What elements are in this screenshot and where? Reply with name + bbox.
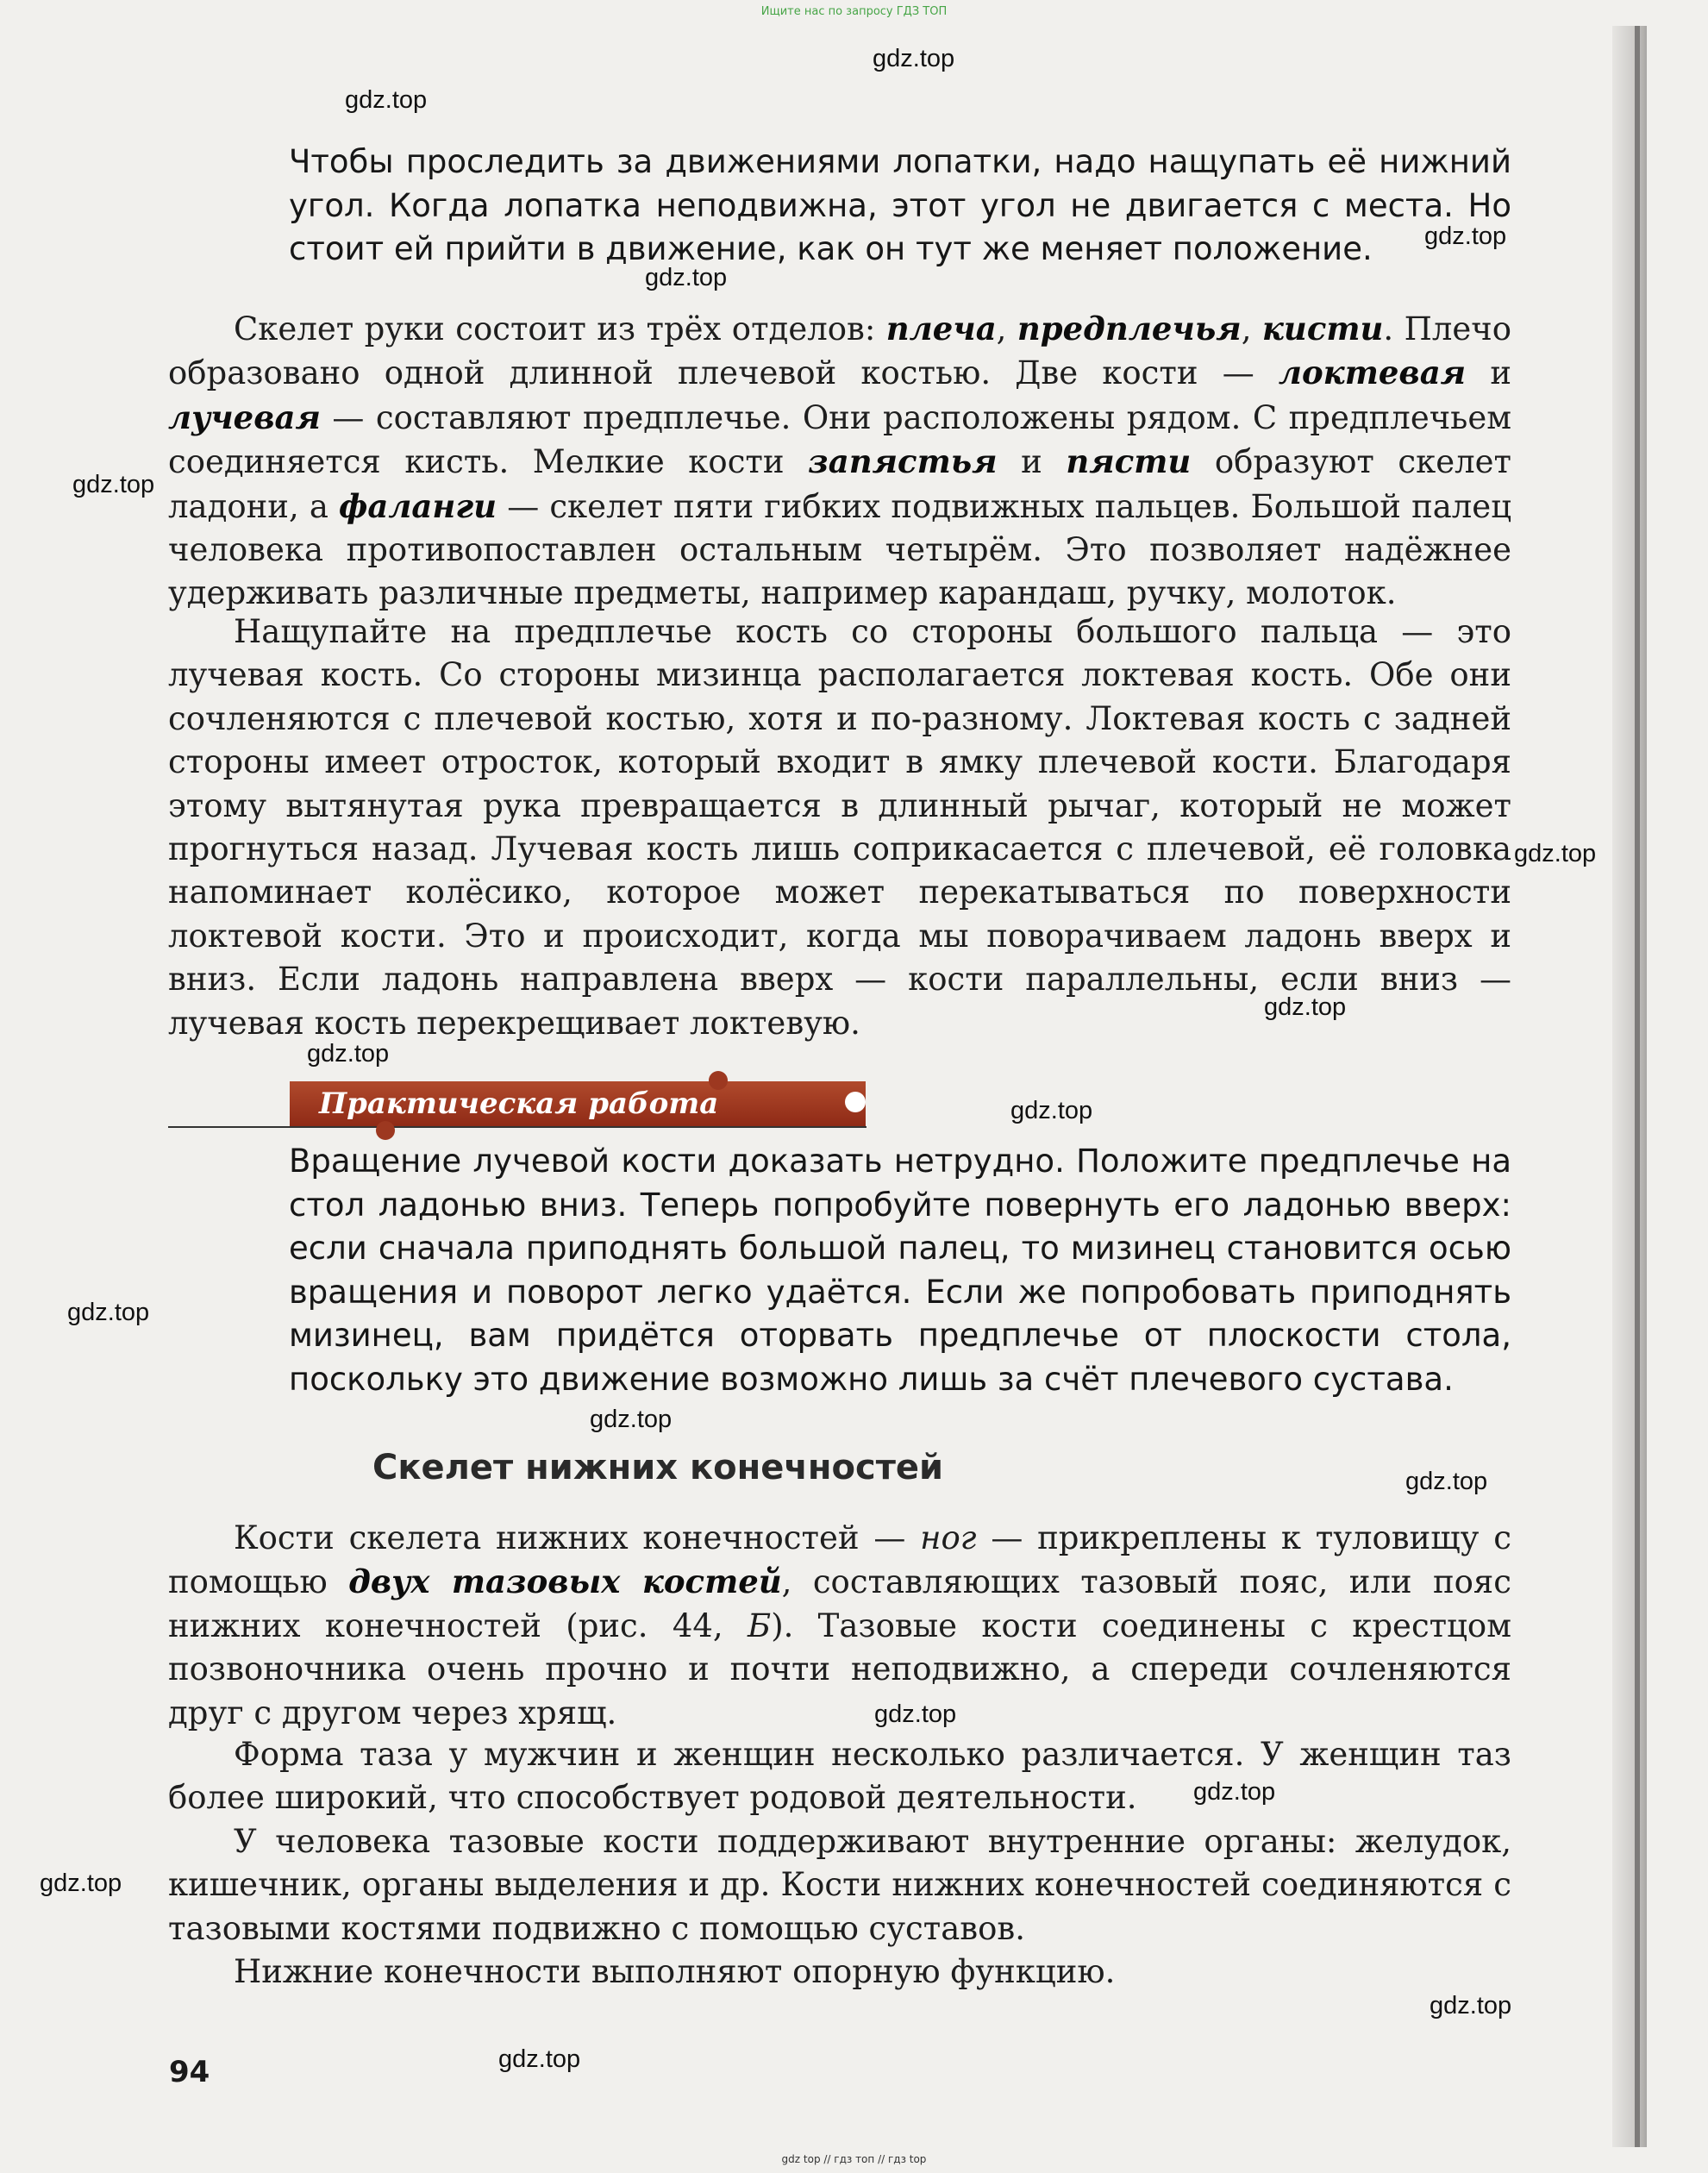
bottom-banner[interactable]: gdz top // гдз топ // гдз top: [781, 2153, 927, 2165]
italic-legs: ног: [920, 1519, 977, 1556]
term-hand: кисти: [1261, 310, 1384, 348]
banner-dot-icon: [845, 1092, 866, 1112]
watermark: gdz.top: [498, 2045, 581, 2073]
watermark: gdz.top: [1264, 993, 1347, 1021]
term-ulna: локтевая: [1278, 354, 1467, 392]
intro-box-text: Чтобы проследить за движениями лопатки, надо нащупать её нижний угол. Когда лопатка неподвижна, этот угол не двигается с места. Но стоит ей прийти в движение, как он тут же меняет положение.: [289, 143, 1511, 267]
watermark: gdz.top: [645, 264, 728, 291]
page-shadow: [1612, 26, 1647, 2147]
term-pelvic-bones: двух тазовых костей: [348, 1562, 782, 1601]
paragraph-support-function: Нижние конечности выполняют опорную функцию.: [234, 1953, 1116, 1990]
watermark: gdz.top: [1405, 1468, 1488, 1495]
watermark: gdz.top: [1514, 840, 1597, 867]
practical-divider: [168, 1126, 867, 1128]
paragraph-pelvis-function: У человека тазовые кости поддерживают внутренние органы: желудок, кишечник, органы выделения и др. Кости нижних конечностей соединяются с тазовыми костями подвижно с помощью суставов.: [168, 1823, 1511, 1947]
watermark: gdz.top: [1430, 1992, 1512, 2020]
watermark: gdz.top: [873, 45, 955, 72]
watermark: gdz.top: [72, 471, 155, 498]
term-shoulder: плеча: [885, 310, 997, 348]
term-phalanges: фаланги: [339, 486, 497, 525]
watermark: gdz.top: [1010, 1097, 1093, 1124]
section-heading: Скелет нижних конечностей: [372, 1448, 944, 1487]
practical-work-label: Практическая работа: [319, 1086, 719, 1121]
paragraph-lower-limbs: Кости скелета нижних конечностей — ног — прикреплены к туловищу с помощью двух тазовых костей, составляющих тазовый пояс, или пояс нижних конечностей (рис. 44, Б). Тазовые кости соединены с крестцом позвоночника очень прочно и почти неподвижно, а спереди сочленяются друг с другом через хрящ.: [168, 1519, 1511, 1732]
term-metacarpus: пясти: [1066, 442, 1192, 481]
term-radius: лучевая: [168, 398, 321, 436]
term-forearm: предплечья: [1017, 310, 1242, 348]
term-wrist: запястья: [808, 442, 998, 481]
watermark: gdz.top: [1424, 222, 1507, 250]
watermark: gdz.top: [874, 1700, 957, 1728]
practical-work-text: Вращение лучевой кости доказать нетрудно. Положите предплечье на стол ладонью вниз. Теперь попробуйте повернуть его ладонью вверх: если сначала приподнять большой палец, то мизинец становится осью вращения и поворот легко удаётся. Если же попробовать приподнять мизинец, вам придётся оторвать предплечье от плоскости стола, поскольку это движение возможно лишь за счёт плечевого сустава.: [289, 1143, 1511, 1398]
paragraph-arm-skeleton: Скелет руки состоит из трёх отделов: плеча, предплечья, кисти. Плечо образовано одной длинной плечевой костью. Две кости — локтевая и лучевая — составляют предплечье. Они расположены рядом. С предплечьем соединяется кисть. Мелкие кости запястья и пясти образуют скелет ладони, а фаланги — скелет пяти гибких подвижных пальцев. Большой палец человека противопоставлен остальным четырём. Это позволяет надёжнее удерживать различные предметы, например карандаш, ручку, молоток.: [168, 310, 1511, 612]
page-number: 94: [169, 2055, 210, 2089]
watermark: gdz.top: [345, 86, 428, 114]
paragraph-pelvis-shape: Форма таза у мужчин и женщин несколько различается. У женщин таз более широкий, что способствует родовой деятельности.: [168, 1736, 1511, 1817]
watermark: gdz.top: [40, 1869, 122, 1897]
page-edge: [1635, 26, 1640, 2147]
watermark: gdz.top: [67, 1299, 150, 1326]
italic-figure-letter: Б: [747, 1606, 772, 1644]
watermark: gdz.top: [307, 1040, 390, 1068]
watermark: gdz.top: [1193, 1778, 1276, 1806]
paragraph-radius-ulna: Нащупайте на предплечье кость со стороны большого пальца — это лучевая кость. Со стороны мизинца располагается локтевая кость. Обе они сочленяются с плечевой костью, хотя и по-разному. Локтевая кость с задней стороны имеет отросток, который входит в ямку плечевой кости. Благодаря этому вытянутая рука превращается в длинный рычаг, который не может прогнуться назад. Лучевая кость лишь соприкасается с плечевой, её головка напоминает колёсико, которое может перекатываться по поверхности локтевой кости. Это и происходит, когда мы поворачиваем ладонь вверх и вниз. Если ладонь направлена вверх — кости параллельны, если вниз — лучевая кость перекрещивает локтевую.: [168, 613, 1511, 1042]
top-banner[interactable]: Ищите нас по запросу ГДЗ ТОП: [760, 5, 948, 18]
watermark: gdz.top: [590, 1406, 673, 1433]
